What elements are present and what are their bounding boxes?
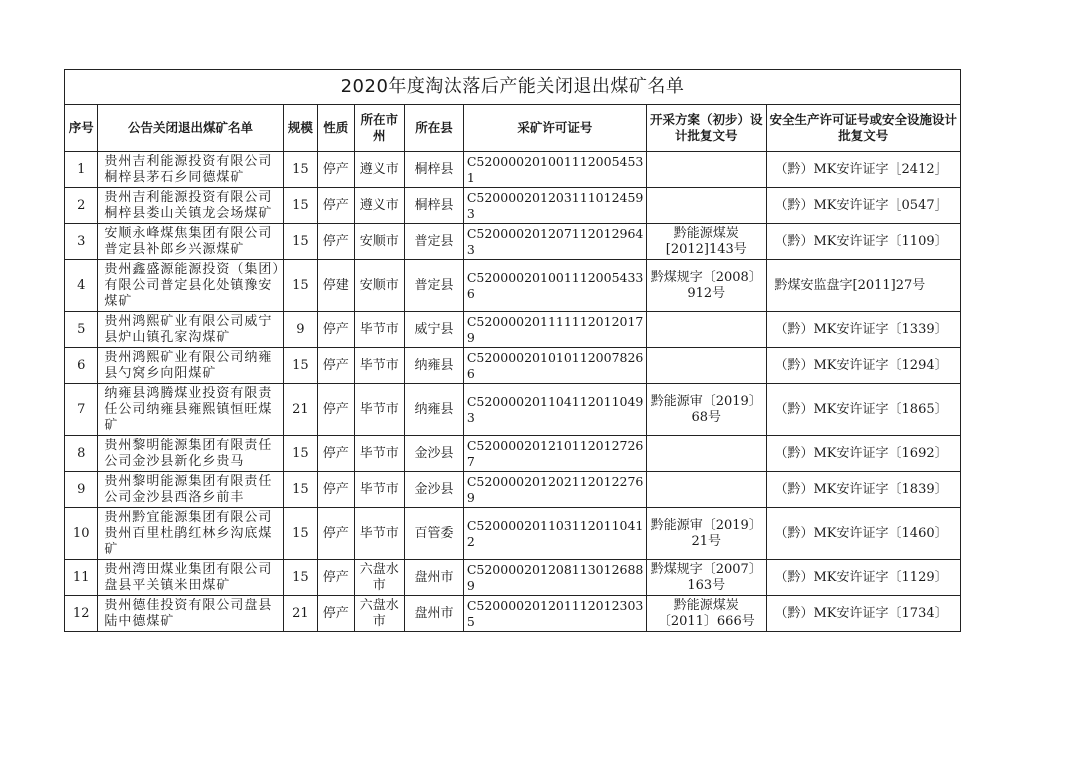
cell-name [98, 224, 283, 260]
cell-name [98, 152, 283, 188]
cell-text: 停产 [322, 605, 349, 621]
cell-seq [65, 508, 98, 560]
cell-text: 停产 [322, 481, 349, 497]
cell-plan [647, 224, 766, 260]
cell-text: 1 [77, 161, 86, 177]
cell-safety [766, 436, 961, 472]
cell-text: 3 [77, 233, 86, 249]
cell-text: （黔）MK安许证字〔1865〕 [774, 401, 948, 417]
cell-seq [65, 472, 98, 508]
cell-county [405, 348, 464, 384]
table-row [65, 348, 961, 384]
cell-text: 15 [292, 233, 309, 249]
cell-county [405, 472, 464, 508]
cell-text: 15 [292, 445, 309, 461]
cell-safety [766, 348, 961, 384]
cell-nature [318, 152, 354, 188]
cell-license [463, 348, 646, 384]
cell-nature [318, 596, 354, 632]
header-scale: 规模 [283, 105, 317, 152]
cell-text: C5200002011111120120179 [466, 313, 644, 345]
cell-text: C5200002012071120129643 [466, 225, 644, 257]
cell-name [98, 188, 283, 224]
cell-text: （黔）MK安许证字〔1339〕 [774, 321, 948, 337]
cell-text: C5200002012031110124593 [466, 189, 644, 221]
cell-text: 纳雍县鸿腾煤业投资有限责任公司纳雍县雍熙镇恒旺煤矿 [104, 385, 273, 433]
cell-plan [647, 188, 766, 224]
table-row [65, 312, 961, 348]
cell-text: 遵义市 [359, 197, 399, 213]
cell-text: 10 [72, 525, 90, 541]
cell-text: 贵州鸿熙矿业有限公司纳雍县勺窝乡向阳煤矿 [104, 349, 273, 381]
cell-text: （黔）MK安许证字〔1294〕 [774, 357, 948, 373]
cell-text: 遵义市 [359, 161, 399, 177]
cell-nature [318, 384, 354, 436]
cell-text: 毕节市 [359, 445, 399, 461]
header-county: 所在县 [405, 105, 464, 152]
cell-county [405, 224, 464, 260]
cell-nature [318, 312, 354, 348]
cell-text: 贵州鸿熙矿业有限公司威宁县炉山镇孔家沟煤矿 [104, 313, 273, 345]
cell-city [354, 312, 405, 348]
cell-license [463, 596, 646, 632]
cell-text: 15 [292, 525, 309, 541]
cell-safety [766, 384, 961, 436]
cell-scale [283, 472, 317, 508]
cell-scale [283, 348, 317, 384]
cell-text: 2 [77, 197, 86, 213]
cell-text: 停产 [322, 161, 349, 177]
cell-nature [318, 472, 354, 508]
cell-scale [283, 508, 317, 560]
cell-text: 金沙县 [414, 481, 454, 497]
cell-plan [647, 508, 766, 560]
cell-text: 毕节市 [359, 321, 399, 337]
cell-text: 4 [77, 277, 86, 293]
header-plan: 开采方案（初步）设计批复文号 [647, 105, 766, 152]
cell-license [463, 152, 646, 188]
cell-plan [647, 436, 766, 472]
page-title: 2020年度淘汰落后产能关闭退出煤矿名单 [65, 70, 961, 105]
cell-city [354, 560, 405, 596]
header-name: 公告关闭退出煤矿名单 [98, 105, 283, 152]
cell-county [405, 560, 464, 596]
cell-name [98, 472, 283, 508]
cell-city [354, 596, 405, 632]
header-license: 采矿许可证号 [463, 105, 646, 152]
cell-county [405, 596, 464, 632]
cell-license [463, 224, 646, 260]
cell-text: 9 [77, 481, 86, 497]
cell-safety [766, 596, 961, 632]
cell-county [405, 312, 464, 348]
cell-text: 安顺永峰煤焦集团有限公司普定县补郎乡兴源煤矿 [104, 225, 273, 257]
cell-text: 停产 [322, 445, 349, 461]
cell-license [463, 472, 646, 508]
cell-text: 15 [292, 197, 309, 213]
cell-scale [283, 152, 317, 188]
cell-license [463, 560, 646, 596]
cell-text: 桐梓县 [414, 197, 454, 213]
cell-scale [283, 224, 317, 260]
cell-city [354, 436, 405, 472]
cell-safety [766, 508, 961, 560]
cell-text: 百管委 [414, 525, 454, 541]
cell-text: （黔）MK安许证字［0547］ [774, 197, 948, 213]
cell-text: （黔）MK安许证字〔1129〕 [774, 569, 948, 585]
cell-seq [65, 384, 98, 436]
cell-nature [318, 508, 354, 560]
cell-text: 黔能源审〔2019〕21号 [650, 517, 762, 549]
cell-plan [647, 472, 766, 508]
cell-text: 6 [77, 357, 86, 373]
cell-text: 普定县 [414, 233, 454, 249]
cell-text: 盘州市 [414, 605, 454, 621]
cell-text: 21 [292, 401, 309, 417]
cell-scale [283, 188, 317, 224]
cell-text: 停产 [322, 401, 349, 417]
table-row [65, 260, 961, 312]
cell-text: 停产 [322, 321, 349, 337]
cell-safety [766, 260, 961, 312]
cell-name [98, 384, 283, 436]
cell-text: 12 [72, 605, 90, 621]
cell-text: 桐梓县 [414, 161, 454, 177]
cell-city [354, 152, 405, 188]
cell-text: C5200002010101120078266 [466, 349, 644, 381]
cell-scale [283, 384, 317, 436]
cell-text: 停建 [322, 277, 349, 293]
cell-seq [65, 560, 98, 596]
cell-nature [318, 260, 354, 312]
cell-plan [647, 312, 766, 348]
cell-license [463, 508, 646, 560]
cell-city [354, 508, 405, 560]
cell-name [98, 508, 283, 560]
cell-name [98, 560, 283, 596]
cell-text: 贵州黎明能源集团有限责任公司金沙县西洛乡前丰 [104, 473, 273, 505]
table-row [65, 508, 961, 560]
cell-plan [647, 596, 766, 632]
cell-county [405, 384, 464, 436]
cell-city [354, 384, 405, 436]
cell-nature [318, 224, 354, 260]
cell-text: C5200002010011120054531 [466, 153, 644, 185]
cell-city [354, 348, 405, 384]
cell-text: 黔能源煤炭〔2011〕666号 [657, 597, 755, 629]
cell-text: 9 [296, 321, 305, 337]
cell-text: C5200002012011120123035 [466, 597, 644, 629]
cell-nature [318, 348, 354, 384]
cell-text: 贵州吉利能源投资有限公司桐梓县娄山关镇龙会场煤矿 [104, 189, 273, 221]
cell-text: C5200002012101120127267 [466, 437, 644, 469]
cell-scale [283, 436, 317, 472]
cell-county [405, 508, 464, 560]
coal-mine-table [64, 69, 961, 632]
cell-nature [318, 188, 354, 224]
cell-license [463, 436, 646, 472]
cell-seq [65, 260, 98, 312]
cell-text: 黔能源煤炭[2012]143号 [665, 225, 747, 257]
cell-nature [318, 436, 354, 472]
cell-seq [65, 224, 98, 260]
cell-text: 贵州德佳投资有限公司盘县陆中德煤矿 [104, 597, 273, 629]
cell-text: 黔煤安监盘字[2011]27号 [774, 277, 926, 293]
cell-seq [65, 152, 98, 188]
table-row [65, 560, 961, 596]
cell-seq [65, 596, 98, 632]
cell-name [98, 596, 283, 632]
cell-text: 停产 [322, 569, 349, 585]
header-city: 所在市州 [354, 105, 405, 152]
table-row [65, 188, 961, 224]
cell-text: 六盘水市 [359, 561, 399, 593]
cell-county [405, 152, 464, 188]
cell-text: 毕节市 [359, 401, 399, 417]
cell-text: 毕节市 [359, 357, 399, 373]
table-row [65, 472, 961, 508]
cell-plan [647, 348, 766, 384]
header-row [65, 105, 961, 152]
cell-safety [766, 312, 961, 348]
cell-seq [65, 348, 98, 384]
cell-text: C5200002012021120122769 [466, 473, 644, 505]
cell-seq [65, 436, 98, 472]
cell-license [463, 260, 646, 312]
cell-text: 停产 [322, 233, 349, 249]
cell-text: 贵州鑫盛源能源投资（集团）有限公司普定县化处镇豫安煤矿 [104, 261, 280, 309]
header-nature: 性质 [318, 105, 354, 152]
cell-text: 15 [292, 357, 309, 373]
cell-license [463, 312, 646, 348]
cell-text: 毕节市 [359, 481, 399, 497]
cell-text: 5 [77, 321, 86, 337]
table-row [65, 436, 961, 472]
cell-text: C5200002011031120110412 [466, 517, 644, 549]
cell-text: 安顺市 [359, 233, 399, 249]
header-safety: 安全生产许可证号或安全设施设计批复文号 [766, 105, 961, 152]
cell-text: （黔）MK安许证字［2412］ [774, 161, 948, 177]
cell-text: 11 [72, 569, 90, 585]
cell-safety [766, 152, 961, 188]
cell-safety [766, 188, 961, 224]
cell-city [354, 260, 405, 312]
cell-name [98, 436, 283, 472]
table-row [65, 224, 961, 260]
cell-text: （黔）MK安许证字〔1734〕 [774, 605, 948, 621]
cell-text: 安顺市 [359, 277, 399, 293]
cell-text: 停产 [322, 357, 349, 373]
cell-text: （黔）MK安许证字〔1692〕 [774, 445, 948, 461]
cell-text: 黔能源审〔2019〕68号 [650, 393, 762, 425]
cell-text: 停产 [322, 525, 349, 541]
cell-county [405, 260, 464, 312]
cell-license [463, 188, 646, 224]
cell-text: 贵州黎明能源集团有限责任公司金沙县新化乡贵马 [104, 437, 273, 469]
table-row [65, 152, 961, 188]
cell-name [98, 260, 283, 312]
cell-text: 毕节市 [359, 525, 399, 541]
table-row [65, 384, 961, 436]
cell-text: 15 [292, 277, 309, 293]
cell-scale [283, 312, 317, 348]
cell-plan [647, 384, 766, 436]
cell-text: 六盘水市 [359, 597, 399, 629]
cell-text: 15 [292, 569, 309, 585]
cell-text: 盘州市 [414, 569, 454, 585]
cell-text: （黔）MK安许证字〔1460〕 [774, 525, 948, 541]
cell-text: 普定县 [414, 277, 454, 293]
cell-text: 15 [292, 481, 309, 497]
cell-plan [647, 260, 766, 312]
cell-name [98, 312, 283, 348]
cell-text: （黔）MK安许证字〔1109〕 [774, 233, 948, 249]
cell-text: 8 [77, 445, 86, 461]
cell-safety [766, 472, 961, 508]
cell-text: （黔）MK安许证字〔1839〕 [774, 481, 948, 497]
cell-text: 21 [292, 605, 309, 621]
cell-license [463, 384, 646, 436]
cell-text: 停产 [322, 197, 349, 213]
cell-county [405, 436, 464, 472]
cell-county [405, 188, 464, 224]
cell-scale [283, 596, 317, 632]
cell-text: 贵州湾田煤业集团有限公司盘县平关镇米田煤矿 [104, 561, 273, 593]
cell-plan [647, 152, 766, 188]
cell-city [354, 188, 405, 224]
cell-seq [65, 312, 98, 348]
cell-scale [283, 260, 317, 312]
cell-text: 贵州吉利能源投资有限公司桐梓县茅石乡同德煤矿 [104, 153, 273, 185]
cell-nature [318, 560, 354, 596]
cell-text: 金沙县 [414, 445, 454, 461]
cell-text: 15 [292, 161, 309, 177]
cell-text: C5200002011041120110493 [466, 393, 644, 425]
cell-text: C5200002010011120054336 [466, 269, 644, 301]
cell-safety [766, 224, 961, 260]
cell-plan [647, 560, 766, 596]
cell-text: 7 [77, 401, 86, 417]
cell-text: 贵州黔宜能源集团有限公司贵州百里杜鹃红林乡沟底煤矿 [104, 509, 273, 557]
cell-city [354, 472, 405, 508]
cell-text: 纳雍县 [414, 357, 454, 373]
cell-text: 威宁县 [414, 321, 454, 337]
cell-name [98, 348, 283, 384]
cell-city [354, 224, 405, 260]
cell-text: 纳雍县 [414, 401, 454, 417]
cell-text: 黔煤规字〔2007〕163号 [650, 561, 762, 593]
table-row [65, 596, 961, 632]
header-seq: 序号 [65, 105, 98, 152]
cell-seq [65, 188, 98, 224]
cell-text: 黔煤规字〔2008〕912号 [650, 269, 762, 301]
cell-scale [283, 560, 317, 596]
cell-text: C5200002012081130126889 [466, 561, 644, 593]
cell-safety [766, 560, 961, 596]
